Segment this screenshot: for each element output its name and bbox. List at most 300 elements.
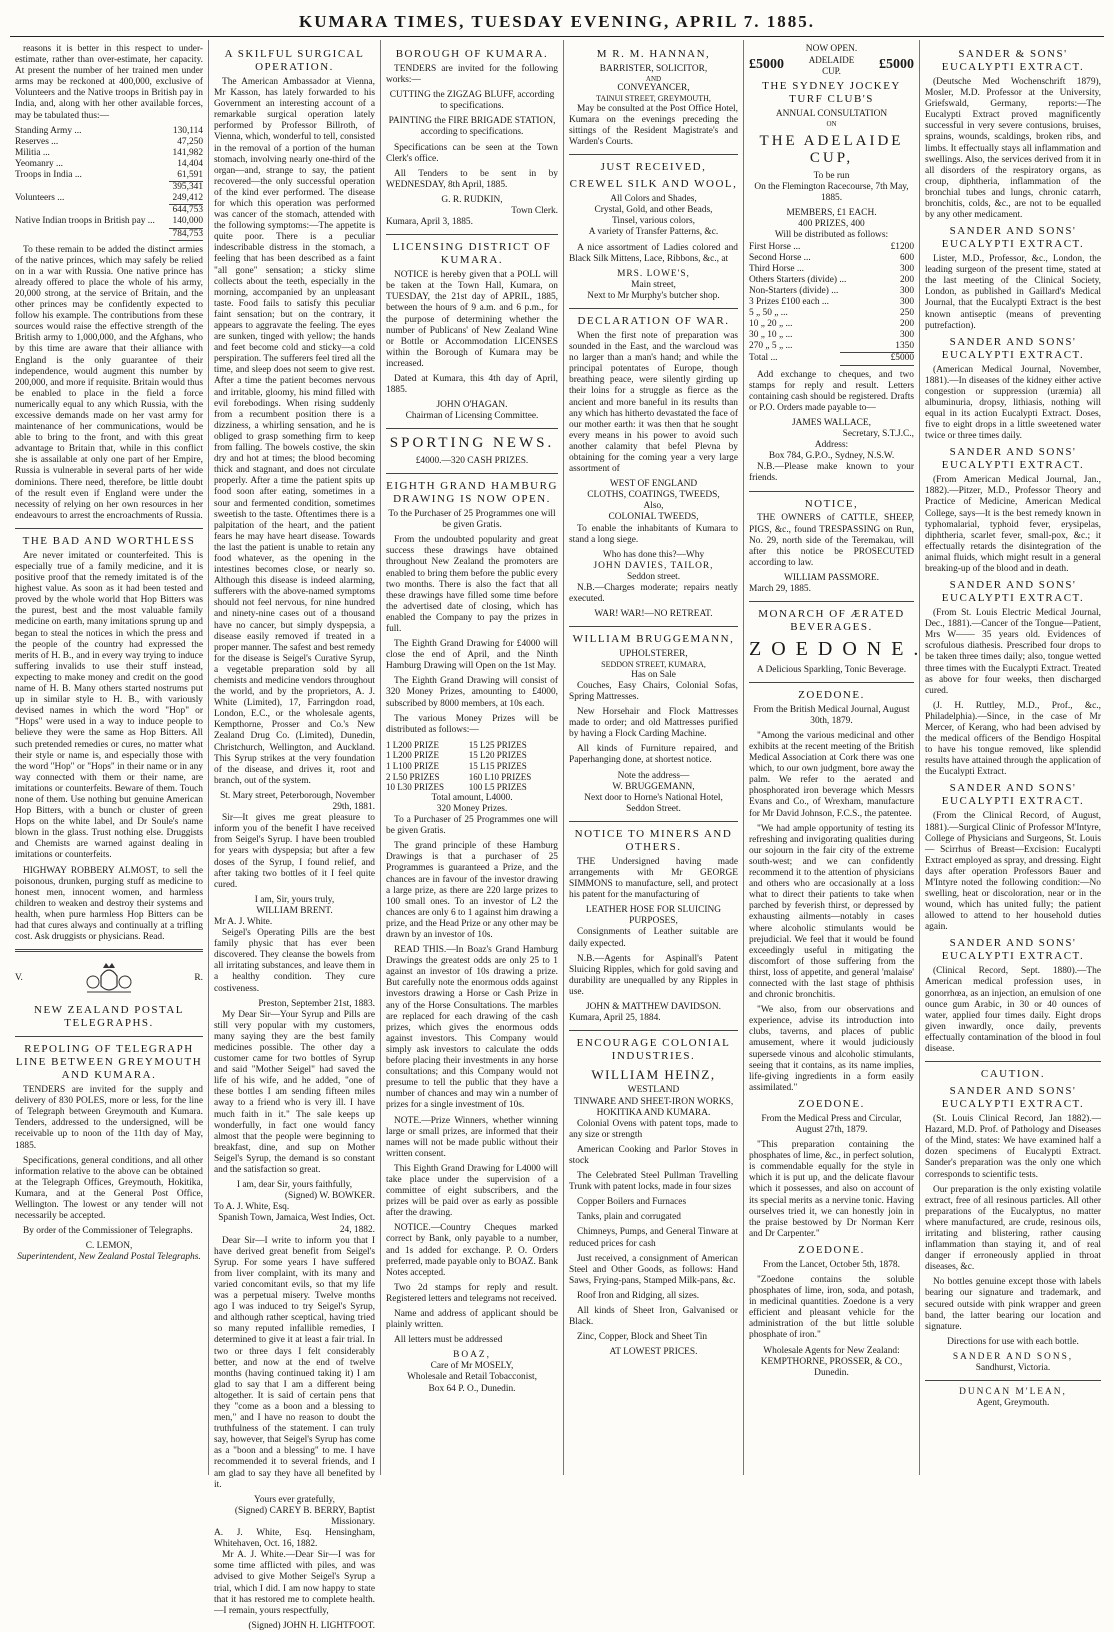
prize-row <box>386 772 558 783</box>
notice-item: CUTTING the ZIGZAG BLUFF, according to specifications. <box>389 90 555 112</box>
advert-heading: CREWEL SILK AND WOOL, <box>569 178 738 191</box>
article-text: The American Ambassador at Vienna, Mr Kasson, has lately forwarded to his Government an interesting account of a remarkable surgical operation lately performed by Professor Billroth, of Vienna, which, wonderful to tell, consisted in the removal of a portion of the human stomach, involving nearly one-third of the organ—and, strange to say, the patient recovered—the only successful operation of the kind ever performed. The disease for which this operation was performed was cancer of the stomach, attended with the following symptoms:—The appetite is quite poor. There is a peculiar indescribable distress in the stomach, a feeling that has been described as a faint "all gone" sensation; a sticky slime collects about the teeth, especially in the morning, accompanied by an unpleasant taste. Food fails to satisfy this peculiar faint sensation; but on the contrary, it appears to aggravate the feeling. The eyes are sunken, tinged with yellow; the hands and feet become cold and sticky—a cold perspiration. The sufferers feel tired all the time, and sleep does not seem to give rest. After a time the patient becomes nervous and irritable, gloomy, his mind filled with evil forebodings. When rising suddenly from a recumbent position there is a dizziness, a whirling sensation, and he is obliged to grasp something firm to keep from falling. The bowels costive, the skin dry and hot at times; the blood becoming thick and stagnant, and does not circulate properly. After a time the patient spits up food soon after eating, sometimes in a sour and fermented condition, sometimes sweetish to the taste. Oftentimes there is a palpitation of the heart, and the patient fears he may have heart disease. Towards the last the patient is unable to retain any food whatever, as the opening in the intestines becomes close, or nearly so. Although this disease is indeed alarming, sufferers with the above-named symptoms should not feel nervous, for nine hundred and ninety-nine cases out of a thousand have no cancer, but simply dyspepsia, a disease easily removed if treated in a proper manner. The safest and best remedy for the disease is Seigel's Curative Syrup, a vegetable preparation sold by all chemists and medicine vendors throughout the world, and by the proprietors, A. J. White (Limited), 17, Farringdon road, London, E.C., or the wholesale agents, Kempthorne, Prosser and Co.'s New Zealand Drug Co. (Limited), Dunedin, Christchurch, Wellington, and Auckland. This Syrup strikes at the very foundation of the disease, and drives it, root and branch, out of the system. <box>214 76 375 786</box>
advert-line: MEMBERS, £1 EACH. <box>786 208 877 219</box>
advert-source: From the Medical Press and Circular, August 27th, 1879. <box>761 1113 902 1135</box>
advert-line: Address: <box>814 440 849 451</box>
letter-place: St. Mary street, Peterborough, November 29th, 1881. <box>220 790 375 813</box>
cup-prize-row-label: 3 Prizes £100 each ... <box>749 297 829 307</box>
army-row-label: Militia ... <box>15 147 50 158</box>
advert-heading: SANDER AND SONS' EUCALYPTI EXTRACT. <box>941 579 1085 605</box>
advert-text: "Among the various medicinal and other exhibits at the recent meeting of the British Medical Association at Cork there was one which, to our own judgment, bore away the palm. We refer to the aerated and phosphorated iron beverage which Messrs Evans and Co., of Wrexham, manufacture for Mr David Johnson, F.C.S., the patentee. <box>749 730 914 819</box>
signature-name: C. LEMON, <box>85 1241 133 1252</box>
advert-source: From the British Medical Journal, August 30th, 1879. <box>753 704 910 726</box>
letter-close: Yours ever gratefully, <box>254 1494 335 1505</box>
advert-text: (From the Clinical Record, of August, 1881).—Surgical Clinic of Professor M'Intyre, College of Physicians and Surgeons, St. Louis — Scirrhus of Breast—Excision: Eucalypti Extract employed as spray, and dressing. Eight days after operation Professors Bauer and M'Intyre noted the following condition:—No swelling, heat or discoloration, near or in the wound, which has united fully; the patient allowed to attend to her household duties again. <box>925 811 1101 933</box>
advert-text: Chimneys, Pumps, and General Tinware at reduced prices for cash <box>569 1227 738 1249</box>
crest-letter-v: V. <box>15 972 23 983</box>
advert-text: (American Medical Journal, November, 1881).—In diseases of the kidney either active congestion or suppression (uræmia) all albuminuria, dropsy, lithiasis, nothing will equal in its action Eucalypti Extract. Doses, five to eight drops in a little sweetened water twice or three times daily. <box>925 364 1101 442</box>
section-heading: LICENSING DISTRICT OF KUMARA. <box>392 241 552 267</box>
cup-prize-row-label: 30 „ 10 „ ... <box>749 330 793 341</box>
advert-address: TAINUI STREET, GREYMOUTH, <box>596 94 711 104</box>
letter-text: Seigel's Operating Pills are the best family physic that has ever been discovered. They cleanse the bowels from all irritating substances, and leave them in a healthy condition. They cure costiveness. <box>214 928 375 994</box>
army-row <box>15 170 203 181</box>
cup-prize-row <box>749 319 914 330</box>
prize-row <box>386 782 558 793</box>
divider <box>925 1380 1101 1381</box>
divider <box>569 1030 738 1031</box>
advert-text: Add exchange to cheques, and two stamps for reply and result. Letters containing cash should be registered. Drafts or P.O. Orders made payable to— <box>749 369 914 413</box>
notice-text: This Eighth Grand Drawing for L4000 will take place under the supervision of a committee of eight subscribers, and the prizes will be paid over as early as possible after the drawing. <box>386 1163 558 1219</box>
section-heading: REPOLING OF TELEGRAPH LINE BETWEEN GREYMOUTH AND KUMARA. <box>15 1043 203 1082</box>
advert-text: New Horsehair and Flock Mattresses made to order; and old Mattresses purified by having a Flock Carding Machine. <box>569 707 738 740</box>
advert-text: (Deutsche Med Wochenschrift 1879), Mosler, M.D. Professor at the University, Griefswald, Germany, reports:—The Eucalypti Extract proved magnificently successful in very severe contusions, bruises, sprains, wounds, scaldings, broken ribs, and limbs. It effectually stays all inflammation and swellings. Also, the services derived from it in all disorders of the respiratory organs, as croup, diphtheria, inflammation of the bronchial tubes and lungs, chronic catarrh, bronchitis, colds, &c., are not to be equalled by any other medicament. <box>925 76 1101 221</box>
cup-prize-row <box>749 297 914 308</box>
signature-title: Chairman of Licensing Committee. <box>405 411 539 422</box>
advertiser-box: Box 64 P. O., Dunedin. <box>428 1383 516 1394</box>
advert-text: (Clinical Record, Sept. 1880).—The American medical profession uses, in gonorrhœa, as an injection, an emulsion of one ounce gum Arabic, in 30 or 40 ounces of water, applied four times daily. Eight drops given inwardly, once daily, prevents effectually contamination of the blood in foul disease. <box>925 966 1101 1055</box>
article-text: To these remain to be added the distinct armies of the native princes, which may safely be relied on in a war with Russia. One native prince has already offered to place the whole of his army, 20,000 strong, at the service of Britain, and the other princes may be confidently expected to follow his example. The contributions from these sources would raise the effective strength of the British army to 1,000,000, and the Afghans, who by this time are aware that their alliance with England is the only guarantee of their independence, would augment this number by 200,000, and more if requisite. Britain would thus be enabled to place in the field a force numerically equal to any which Russia, with the excessive demands made on her vast army for maintenance of her communications, would be able to bring to the front, and with this great advantage to Britain that, while in this conflict she is assailable at only one part of her Empire, Russia is vulnerable in several parts of her wide dominions. There need, therefore, be little doubt of the result even if England were under the necessity of relying on her own resources in her endeavours to arrest the encroachments of Russia. <box>15 244 203 521</box>
grand-total-value: 784,753 <box>169 228 203 240</box>
letter-recipient: Mr A. J. White. <box>214 916 273 927</box>
advert-subheading: HOKITIKA AND KUMARA. <box>596 1107 711 1118</box>
advert-text: To enable the inhabitants of Kumara to stand a long siege. <box>569 523 738 545</box>
cup-total-value: £5000 <box>840 353 914 365</box>
cup-prize-row-value: 300 <box>899 330 914 341</box>
cup-prize-row-value: 250 <box>899 308 914 319</box>
advert-line: LEATHER HOSE FOR SLUICING PURPOSES, <box>585 905 722 927</box>
advert-text: All kinds of Sheet Iron, Galvanised or Black. <box>569 1306 738 1328</box>
article-text: reasons it is better in this respect to under-estimate, rather than over-estimate, her capacity. At present the number of her trained men under arms may be reckoned at 400,000, exclusive of Volunteers and the Native troops in British pay in India, and, along with her other available forces, may be tabulated thus:— <box>15 44 203 121</box>
notice-item: PAINTING the FIRE BRIGADE STATION, according to specifications. <box>388 116 556 138</box>
masthead: KUMARA TIMES, TUESDAY EVENING, APRIL 7. 1885. <box>298 12 816 31</box>
divider <box>15 1036 203 1037</box>
cup-amount-left: £5000 <box>749 57 784 73</box>
notice-text: The various Money Prizes will be distributed as follows:— <box>386 713 558 735</box>
army-totals <box>15 181 203 240</box>
advert-line: 400 PRIZES, 400 <box>798 219 865 230</box>
notice-text: Specifications can be seen at the Town Clerk's office. <box>386 142 558 164</box>
army-table <box>15 126 203 181</box>
advert-text: All kinds of Furniture repaired, and Paperhanging done, at shortest notice. <box>569 744 738 766</box>
notice-text: NOTE.—Prize Winners, whether winning large or small prizes, are informed that their names will not be made public without their written consent. <box>386 1115 558 1159</box>
advert-text: "We had ample opportunity of testing its refreshing and invigorating qualities during our sojourn in the fair city of the extreme south-west; and we can confidently recommend it to the attention of physicians and others who are occasionally at a loss what to direct their patients to take when parched by feverish thirst, or depressed by exhausting ailments—notably in cases where alcoholic stimulants would be prejudicial. We feel that it would be found exceedingly useful in mitigating the discomfort of those suffering from the thirst, loss of appetite, and general 'malaise' connected with the last stage of phthisis and chronic bronchitis. <box>749 823 914 1001</box>
divider <box>386 428 558 429</box>
advert-line: Will be distributed as follows: <box>774 230 889 241</box>
article-text: Are never imitated or counterfeited. This is especially true of a family medicine, and it is positive proof that the remedy imitated is of the highest value. As soon as it had been tested and proved by the whole world that Hop Bitters was the purest, best and the most valuable family medicine on earth, many imitations sprung up and began to steal the notices in which the press and the people of the country had expressed the merits of H. B., and in every way trying to induce suffering invalids to use their stuff instead, expecting to make money and credit on the good name of H. B. Many others started nostrums put up in similar style to H. B., with variously devised names in which the word "Hop" or "Hops" were used in a way to induce people to believe they were the same as Hop Bitters. All such pretended remedies or cures, no matter what their style or name is, and especially those with the word "Hop" or "Hops" in their name or in any way connected with them or their name, are imitations or counterfeits. Beware of them. Touch none of them. Use nothing but genuine American Hop Bitters, with a bunch or cluster of green Hops on the white label, and Dr Soule's name blown in the glass. Trust nothing else. Druggists and Chemists are warned against dealing in imitations or counterfeits. <box>15 550 203 861</box>
native-value: 140,000 <box>172 216 203 227</box>
advert-heading: WILLIAM BRUGGEMANN, <box>572 633 735 646</box>
cup-prize-row-label: 270 „ 5 „ ... <box>749 341 793 352</box>
subheading: £4000.—320 CASH PRIZES. <box>415 456 529 467</box>
advert-line: Dunedin. <box>814 1367 849 1378</box>
advertiser-title: Secretary, S.T.J.C., <box>842 429 914 440</box>
advert-line: Has on Sale <box>631 669 676 680</box>
letter-signature: (Signed) CAREY B. BERRY, Baptist Missionary. <box>234 1505 375 1527</box>
prize-cell: 1 L200 PRIZE <box>386 739 439 750</box>
notice-date: Kumara, April 3, 1885. <box>386 217 473 228</box>
advert-heading: ENCOURAGE COLONIAL INDUSTRIES. <box>576 1037 731 1063</box>
advert-text: Colonial Ovens with patent tops, made to any size or strength <box>569 1118 738 1140</box>
advert-heading: WILLIAM HEINZ, <box>591 1067 716 1083</box>
advert-line: Seddon street. <box>626 571 681 582</box>
total-value: 644,753 <box>169 205 203 217</box>
advert-line: All Colors and Shades, <box>610 194 697 205</box>
advert-text: Roof Iron and Ridging, all sizes. <box>577 1290 700 1301</box>
advert-source: From the Lancet, October 5th, 1878. <box>763 1259 900 1270</box>
letter-recipient: To A. J. White, Esq. <box>214 1202 290 1213</box>
prize-cell: 1 L100 PRIZE <box>386 761 439 772</box>
advert-heading: JUST RECEIVED, <box>600 161 707 174</box>
advert-text: "Zoedone contains the soluble phosphates of lime, iron, soda, and potash, in medicinal quantities. Zoedone is a very efficient and pleasant vehicle for the administration of the but little soluble phosphate of iron." <box>749 1274 914 1341</box>
advert-line: To be run <box>813 170 850 181</box>
advert-text: On the Flemington Racecourse, 7th May, 1885. <box>754 182 909 204</box>
advert-text: A nice assortment of Ladies colored and Black Silk Mittens, Lace, Ribbons, &c., at <box>569 242 738 264</box>
cup-prize-row-value: 600 <box>899 252 914 263</box>
cup-prize-row-label: 10 „ 20 „ ... <box>749 319 793 330</box>
cup-prize-row <box>749 341 914 352</box>
army-row-label: Reserves ... <box>15 136 59 147</box>
notice-date: Dated at Kumara, this 4th day of April, 1885. <box>386 373 558 396</box>
cup-prize-row <box>749 242 914 253</box>
letter-text: Dear Sir—I write to inform you that I have derived great benefit from Seigel's Syrup. For some years I have suffered from liver complaint, with its many and varied concomitant evils, so that my life was a perpetual misery. Twelve months ago I was induced to try Seigel's Syrup, and although rather sceptical, having tried so many reputed infallible remedies, I determined to give it at least a fair trial. In two or three days I felt considerably better, and now at the end of twelve months (having continued taking it) I am glad to say that I am a different being altogether. It is said of certain pens that they "come as a boon and a blessing to men," and I have no reason to doubt the truthfulness of the statement. I can truly say, however, that Seigel's Syrup has come as a "boon and a blessing" to me. I have recommended it to several friends, and I am glad to say they have all benefited by it. <box>214 1235 375 1490</box>
advert-line: ANNUAL CONSULTATION <box>775 109 888 120</box>
army-row-label: Standing Army ... <box>15 125 82 136</box>
advert-heading: MONARCH OF ÆRATED BEVERAGES. <box>758 608 905 634</box>
prize-table <box>386 740 558 793</box>
advertiser-name: JOHN & MATTHEW DAVIDSON. <box>585 1002 722 1012</box>
advertiser-name: W. BRUGGEMANN, <box>612 781 695 792</box>
advert-heading: NOTICE, <box>804 497 859 510</box>
advert-line: Also, <box>643 501 664 512</box>
advertiser-name: KEMPTHORNE, PROSSER, & CO., <box>760 1356 903 1367</box>
prize-cell: 10 L30 PRIZES <box>386 782 445 793</box>
notice-text: To a Purchaser of 25 Programmes one will be given Gratis. <box>386 815 558 837</box>
prize-row <box>386 750 558 761</box>
cup-prize-row <box>749 286 914 297</box>
divider <box>569 626 738 627</box>
advert-line: Tinsel, various colors, <box>612 216 695 227</box>
cup-prize-row-value: 200 <box>899 319 914 330</box>
prize-cell: 1 L200 PRIZE <box>386 750 439 761</box>
divider <box>15 949 203 952</box>
letter-text: Mr A. J. White.—Dear Sir—I was for some time afflicted with piles, and was advised to give Mother Seigel's Syrup a trial, which I did. I am now happy to state that it has restored me to complete health.—I remain, yours respectfully, <box>214 1550 375 1616</box>
prize-count: 320 Money Prizes. <box>436 803 508 814</box>
advert-line: AT LOWEST PRICES. <box>609 1347 698 1358</box>
cup-prize-row-label: Second Horse ... <box>749 252 811 263</box>
advert-heading: SANDER AND SONS' EUCALYPTI EXTRACT. <box>941 782 1085 808</box>
notice-text: Name and address of applicant should be plainly written. <box>386 1309 558 1331</box>
advert-text: THE OWNERS of CATTLE, SHEEP, PIGS, &c., found TRESPASSING on Run, No. 29, north side of the Teremakau, will after this notice be PROSECUTED according to law. <box>749 513 914 568</box>
column-2 <box>209 40 381 1631</box>
column-6 <box>920 40 1106 1475</box>
cup-prize-row-label: Non-Starters (divide) ... <box>749 285 839 296</box>
notice-text: READ THIS.—In Boaz's Grand Hamburg Drawings the greatest odds are only 25 to 1 against an investor of 10s drawing a prize. But carefully note the enormous odds against investors drawing a Horse or Cash Prize in any of the Horse Consultations. The marbles are replaced for each drawing of the cash prizes, which gives the enormous odds against investors. This Company would simply ask investors to calculate the odds before placing their investments in any horse consultations; and this Company would not presume to tell the public that they have a number of chances and may win a number of prizes for a single investment of 10s. <box>386 945 558 1111</box>
cup-prize-row <box>749 253 914 264</box>
letter-close: I am, Sir, yours truly, <box>254 894 335 905</box>
advert-address: SEDDON STREET, KUMARA, <box>601 660 706 670</box>
divider <box>15 528 203 529</box>
advert-text: Tanks, plain and corrugated <box>577 1212 681 1223</box>
signature-name: JOHN O'HAGAN. <box>436 400 508 411</box>
letter-place: A. J. White, Esq. Hensingham, Whitehaven, Oct. 16, 1882. <box>214 1528 375 1550</box>
advert-text: "We also, from our observations and experience, advise its introduction into clubs, taverns, and places of public amusement, where it would judiciously supersede vinous and alcoholic stimulants, seeing that it contains, as its name implies, life-giving ingredients in a form easily assimilated." <box>749 1005 914 1093</box>
advert-text: THE Undersigned having made arrangements with Mr GEORGE SIMMONS to manufacture, sell, and protect his patent for the manufacturing of <box>569 856 738 901</box>
cup-prize-row <box>749 330 914 341</box>
advert-line: A variety of Transfer Patterns, &c. <box>588 227 719 238</box>
letter-signature: (Signed) JOHN H. LIGHTFOOT. <box>248 1620 375 1631</box>
crest-letter-r: R. <box>194 972 203 983</box>
cup-banner <box>749 55 914 76</box>
prize-cell: 15 L25 PRIZES <box>468 739 527 750</box>
advert-heading: SANDER AND SONS' EUCALYPTI EXTRACT. <box>941 1085 1085 1111</box>
letter-place: Spanish Town, Jamaica, West Indies, Oct. 24, 1882. <box>218 1213 375 1235</box>
volunteers-label: Volunteers ... <box>15 193 65 204</box>
letter-text: My Dear Sir—Your Syrup and Pills are still very popular with my customers, many saying they are the best family medicines possible. The other day a customer came for two bottles of Syrup and said "Mother Seigel" had saved the life of his wife, and he added, "one of these bottles I am sending fifteen miles away to a friend who is very ill. I have much faith in it." The sale keeps up wonderfully, in fact one would fancy almost that the people were beginning to breakfast, dine, and sup on Mother Seigel's Syrup, the demand is so constant and the satisfaction so great. <box>214 1009 375 1176</box>
divider <box>749 491 914 492</box>
advert-and: AND <box>645 75 662 84</box>
notice-text: The grand principle of these Hamburg Drawings is that a purchaser of 25 Programmes is guaranteed a Prize, and the chances are in favour of the investor drawing a large prize, as there are 220 large prizes to 100 small ones. To an investor of L2 the chances are only 6 to 1 against him drawing a prize, and the Head Prize or any other may be drawn by an investor of 10s. <box>386 841 558 941</box>
advertiser-name: WILLIAM PASSMORE. <box>784 572 879 583</box>
advert-line: Note the address— <box>617 770 690 781</box>
cup-prize-row-value: 300 <box>899 285 914 296</box>
divider <box>569 821 738 822</box>
advert-heading: ZOEDONE. <box>798 688 865 701</box>
subtotal-value: 395,341 <box>169 182 203 194</box>
article-text: Specifications, general conditions, and all other information relative to the above can be obtained at the Telegraph Offices, Greymouth, Hokitika, Kumara, and at the General Post Office, Wellington. The lowest or any tender will not necessarily be accepted. <box>15 1155 203 1222</box>
advert-line: Box 784, G.P.O., Sydney, N.S.W. <box>768 451 895 462</box>
advert-text: Zinc, Copper, Block and Sheet Tin <box>577 1332 708 1343</box>
advertiser-name: MRS. LOWE'S, <box>617 268 690 279</box>
letter-signature: WILLIAM BRENT. <box>256 905 333 916</box>
prize-total: Total amount, L4000. <box>431 792 513 803</box>
advert-date: Kumara, April 25, 1884. <box>569 1013 661 1024</box>
advert-text: May be consulted at the Post Office Hotel, Kumara on the evenings preceding the sittings of the Resident Magistrate's and Warden's Courts. <box>569 103 738 148</box>
column-1 <box>10 40 209 1475</box>
section-heading: A SKILFUL SURGICAL OPERATION. <box>224 48 365 73</box>
letter-signature: (Signed) W. BOWKER. <box>284 1191 375 1202</box>
divider <box>925 1061 1101 1062</box>
advert-subheading: WESTLAND <box>627 1085 680 1096</box>
advert-heading: SANDER AND SONS' EUCALYPTI EXTRACT. <box>941 335 1085 361</box>
advert-text: When the first note of preparation was sounded in the East, and the warcloud was no larger than a man's hand; and while the principal potentates of Europe, though breathing peace, were silently girding up their loins for a struggle as fierce as the ancient and more baneful in its results than any which has hitherto devastated the face of our mother earth: it was then that he sought every means in his power to avoid such another calamity that befel Plevna by obtaining for the coming year a very large assortment of <box>569 330 738 475</box>
advert-heading: SANDER AND SONS' EUCALYPTI EXTRACT. <box>941 937 1085 963</box>
prize-cell: 100 L5 PRIZES <box>468 782 527 793</box>
advertiser-name: JOHN DAVIES, TAILOR, <box>593 560 714 571</box>
advert-text: (J. H. Ruttley, M.D., Prof., &c., Philadelphia).—Since, in the case of Mr Mercer, of Kerang, who had been advised by the medical officers of the Bendigo Hospital to have his tongue removed, like splendid results have attained through the application of the Eucalypti Extract. <box>925 700 1101 778</box>
cup-prize-row-label: Others Starters (divide) ... <box>749 274 847 285</box>
advert-line: Next to Mr Murphy's butcher shop. <box>587 290 720 301</box>
army-row-value: 141,982 <box>172 147 203 158</box>
advert-text: American Cooking and Parlor Stoves in stock <box>569 1144 738 1167</box>
army-row-label: Troops in India ... <box>15 170 82 181</box>
notice-text: The Eighth Grand Drawing for £4000 will close the end of April, and the Ninth Hamburg Drawing will Open on the 1st May. <box>386 639 558 672</box>
advert-line: Main street, <box>631 279 676 290</box>
army-row-value: 14,404 <box>177 158 203 169</box>
advert-line: COLONIAL TWEEDS, <box>608 512 699 523</box>
cup-prize-row <box>749 275 914 286</box>
signature-title: Superintendent, New Zealand Postal Telegraphs. <box>17 1252 201 1263</box>
army-row-label: Yeomanry ... <box>15 158 64 169</box>
advert-line: Next door to Horne's National Hotel, Seddon Street. <box>584 792 723 814</box>
column-4 <box>564 40 744 1475</box>
army-row <box>15 148 203 159</box>
advertiser-name: JAMES WALLACE, <box>792 417 871 428</box>
masthead-rule <box>10 36 1104 37</box>
letter-close: I am, dear Sir, yours faithfully, <box>236 1180 353 1191</box>
advert-line: Wholesale Agents for New Zealand: <box>763 1345 900 1356</box>
army-row-value: 47,250 <box>177 136 203 147</box>
section-heading: THE BAD AND WORTHLESS <box>22 534 196 547</box>
advert-heading: CAUTION. <box>980 1068 1046 1081</box>
cup-prize-row-value: 1350 <box>895 341 914 352</box>
advert-subheading: UPHOLSTERER, <box>619 649 688 660</box>
advert-heading: ZOEDONE. <box>798 1097 865 1110</box>
divider <box>569 308 738 309</box>
cup-title <box>809 55 855 76</box>
cup-prize-row-label: Third Horse ... <box>749 263 804 274</box>
column-5 <box>744 40 929 1475</box>
advert-line: A Delicious Sparkling, Tonic Beverage. <box>756 664 907 675</box>
volunteers-value: 249,412 <box>172 193 203 204</box>
article-text: By order of the Commissioner of Telegraphs. <box>23 1226 193 1237</box>
advert-heading: ZOEDONE. <box>749 638 929 661</box>
cup-prize-row <box>749 264 914 275</box>
notice-text: All Tenders to be sent in by WEDNESDAY, 8th April, 1885. <box>386 168 558 190</box>
advert-text: The Celebrated Steel Pullman Travelling Trunk with patent locks, made in four sizes <box>569 1171 738 1193</box>
advert-line: Who has done this?—Why <box>602 549 705 560</box>
advert-line: ON <box>826 120 837 129</box>
advert-heading: SANDER AND SONS' EUCALYPTI EXTRACT. <box>941 446 1085 472</box>
cup-prize-row-label: First Horse ... <box>749 241 801 252</box>
advert-subheading: CONVEYANCER, <box>617 83 690 94</box>
advert-text: "This preparation containing the phosphates of lime, &c., in perfect solution, is commendable equally for the style in which it is put up, and the delicate flavour which it possesses, and also on account of its special merits as a nervine tonic. Having ourselves tried it, we can honestly join in the praise bestowed by Dr Norman Kerr and Dr Carpenter." <box>749 1140 914 1239</box>
cup-title-line2: CUP. <box>822 65 841 76</box>
cup-prize-row-value: 300 <box>899 263 914 274</box>
column-3 <box>381 40 564 1475</box>
advert-text: N.B.—Agents for Aspinall's Patent Sluicing Ripples, which for gold saving and durability are unequalled by any Ripples in use. <box>569 953 738 997</box>
cup-prize-row-label: 5 „ 50 „ ... <box>749 308 788 319</box>
advertiser-name: DUNCAN M'LEAN, <box>959 1387 1067 1398</box>
advert-text: (From American Medical Journal, Jan., 1882).—Pitzer, M.D., Professor Theory and Practice of Medicine, American Medical College, says—It is the best remedy known in typhomalarial, typhoid fever, erysipelas, diphtheria, scarlet fever, small-pox, &c.; it effectually retards the disintegration of the animal fluids, which might result in a general breaking-up of the blood and in death. <box>925 475 1101 575</box>
divider <box>386 234 558 235</box>
army-row <box>15 126 203 137</box>
crest-icon <box>79 958 139 998</box>
divider <box>569 154 738 155</box>
notice-text: NOTICE.—Country Cheques marked correct by Bank, only payable to a number, and 1s added for exchange. P. O. Orders preferred, made payable only to BOAZ. Bank Notes accepted. <box>386 1223 558 1278</box>
prize-cell: 160 L10 PRIZES <box>468 771 532 782</box>
advert-text: No bottles genuine except those with labels bearing our signature and trademark, and secured outside with pink wrapper and green band, the latter bearing our location and signature. <box>925 1277 1101 1332</box>
columns <box>10 40 1106 1631</box>
advert-line: Crystal, Gold, and other Beads, <box>594 205 713 216</box>
article-text: TENDERS are invited for the supply and delivery of 830 POLES, more or less, for the line of Telegraph between Greymouth and Kumara. Tenders, addressed to the undersigned, will be receivable up to noon of the 11th day of May, 1885. <box>15 1085 203 1151</box>
advert-text: Our preparation is the only existing volatile extract, free of all resinous particles. All other preparations of the Eucalyptus, no matter where manufactured, are crude, resinous oils, irritating and blistering, rather causing inflammation than staying it, and of real danger if erroneously applied in throat diseases, &c. <box>925 1184 1101 1273</box>
divider <box>386 473 558 474</box>
advert-line: CLOTHS, COATINGS, TWEEDS, <box>587 490 720 501</box>
advert-line: WAR! WAR!—NO RETREAT. <box>594 609 713 620</box>
advert-text: Copper Boilers and Furnaces <box>577 1197 687 1208</box>
notice-text: TENDERS are invited for the following works:— <box>386 63 558 86</box>
notice-text: All letters must be addressed <box>394 1335 503 1346</box>
advert-text: Lister, M.D., Professor, &c., London, the leading surgeon of the present time, stated at the last meeting of the Clinical Society, London, as published in Gaillard's Medical Journal, that the Eucalypti Extract is the best known antiseptic (means of preventing putrefaction). <box>925 254 1101 331</box>
advert-subheading: TINWARE AND SHEET-IRON WORKS, <box>573 1096 734 1107</box>
advert-text: Couches, Easy Chairs, Colonial Sofas, Spring Mattresses. <box>569 680 738 702</box>
letter-text: Sir—It gives me great pleasure to inform you of the benefit I have received from Seigel's Syrup. I have been troubled for years with dyspepsia; but after a few doses of the Syrup, I found relief, and after taking two bottles of it I feel quite cured. <box>214 813 375 890</box>
advert-text: N.B.—Please make known to your friends. <box>749 462 914 484</box>
divider <box>749 682 914 683</box>
section-heading: EIGHTH GRAND HAMBURG DRAWING IS NOW OPEN. <box>386 480 558 506</box>
advert-text: Consignments of Leather suitable are daily expected. <box>569 927 738 949</box>
prize-cell: 2 L50 PRIZES <box>386 771 440 782</box>
advertiser-name: BOAZ, <box>453 1350 491 1361</box>
notice-text: To the Purchaser of 25 Programmes one will be given Gratis. <box>388 509 556 531</box>
advert-heading: SANDER & SONS' EUCALYPTI EXTRACT. <box>941 48 1085 73</box>
army-row <box>15 159 203 170</box>
native-label: Native Indian troops in British pay ... <box>15 216 155 227</box>
advert-heading: SANDER AND SONS' EUCALYPTI EXTRACT. <box>941 225 1085 251</box>
advert-line: Agent, Greymouth. <box>976 1398 1050 1409</box>
divider <box>749 601 914 602</box>
section-heading: BOROUGH OF KUMARA. <box>395 48 549 60</box>
cup-prize-row <box>749 308 914 319</box>
article-text: HIGHWAY ROBBERY ALMOST, to sell the poisonous, drunken, purging stuff as medicine to honest men, innocent women, and harmless children to weaken and destroy their systems and health, when pure harmless Hop Bitters can be had that cures always and continually at a trifling cost. Ask druggists or physicians. Read. <box>15 865 203 943</box>
cup-title-line1: ADELAIDE <box>808 55 855 66</box>
advert-heading: NOTICE TO MINERS AND OTHERS. <box>574 827 733 853</box>
signature-title: Town Clerk. <box>511 206 558 216</box>
advertiser-care: Care of Mr MOSELY, <box>430 1361 514 1372</box>
prize-row <box>386 761 558 772</box>
advert-heading: THE SYDNEY JOCKEY TURF CLUB'S <box>762 80 901 106</box>
cup-total-label: Total ... <box>749 352 778 363</box>
cup-prize-row-value: 200 <box>899 274 914 285</box>
prize-row <box>386 740 558 751</box>
notice-text: From the undoubted popularity and great success these drawings have obtained throughout New Zealand the promoters are enabled to bring them before the public every two months. There is also the fact that all these drawings have filled some time before the advertised date of closing, which has enabled the Company to pay the prizes in full. <box>386 535 558 634</box>
advert-line: Sandhurst, Victoria. <box>975 1363 1051 1373</box>
signature-name: G. R. RUDKIN, <box>441 194 503 205</box>
advert-line: WEST OF ENGLAND <box>609 479 698 490</box>
section-heading: NEW ZEALAND POSTAL TELEGRAPHS. <box>34 1004 184 1030</box>
advert-subheading: BARRISTER, SOLICITOR, <box>599 63 708 74</box>
cup-prize-table <box>749 242 914 353</box>
prize-cell: 15 L15 PRIZES <box>468 761 527 772</box>
advert-heading: THE ADELAIDE CUP, <box>759 132 904 167</box>
advertiser-line: Wholesale and Retail Tobacconist, <box>407 1372 537 1383</box>
section-heading: SPORTING NEWS. <box>389 435 555 452</box>
advertiser-name: SANDER AND SONS, <box>952 1351 1074 1362</box>
army-row-value: 130,114 <box>172 125 203 136</box>
cup-prize-row-value: 300 <box>899 297 914 307</box>
army-row-value: 61,591 <box>177 170 203 181</box>
advert-text: Just received, a consignment of American Steel and Other Goods, as follows: Hand Saws, Frying-pans, Stamped Milk-pans, &c. <box>569 1253 738 1286</box>
advert-heading: NOW OPEN. <box>805 44 858 54</box>
advert-text: (From St. Louis Electric Medical Journal, Dec., 1881).—Cancer of the Tongue—Patient, Mrs W—— 35 years old. Evidences of scrofulous diathesis. Prescribed four drops to be taken three times daily; also, tongue wetted three times with the Eucalypti Extract. Treated as above for four weeks, then discharged cured. <box>925 608 1101 696</box>
advert-heading: M R. M. HANNAN, <box>596 48 711 60</box>
advert-heading: DECLARATION OF WAR. <box>577 315 730 327</box>
advert-date: March 29, 1885. <box>749 584 811 595</box>
letter-place: Preston, September 21st, 1883. <box>258 998 375 1009</box>
advert-heading: ZOEDONE. <box>798 1243 865 1256</box>
army-row <box>15 137 203 148</box>
cup-amount-right: £5000 <box>879 57 914 73</box>
notice-text: The Eighth Grand Drawing will consist of 320 Money Prizes, amounting to £4000, subscribed by 8000 members, at 10s each. <box>386 676 558 709</box>
advert-text: (St. Louis Clinical Record, Jan 1882).—Hazard, M.D. Prof. of Pathology and Diseases of the Mind, states: We have examined half a dozen specimens of Eucalypti Extract. Sander's preparation was the only one which corresponds to scientific tests. <box>925 1114 1101 1180</box>
notice-text: NOTICE is hereby given that a POLL will be taken at the Town Hall, Kumara, on TUESDAY, the 21st day of APRIL, 1885, between the hours of 9 a.m. and 6 p.m., for the purpose of determining whether the number of Publicans' of New Zealand Wine or Bottle or Accommodation LICENSES within the Borough of Kumara may be increased. <box>386 270 558 369</box>
notice-text: Two 2d stamps for reply and result. Registered letters and telegrams not received. <box>386 1282 558 1304</box>
cup-total <box>749 352 914 365</box>
advert-text: Directions for use with each bottle. <box>947 1336 1079 1347</box>
advert-text: N.B.—Charges moderate; repairs neatly executed. <box>569 583 738 605</box>
prize-cell: 15 L20 PRIZES <box>468 750 527 761</box>
cup-prize-row-value: £1200 <box>890 241 914 252</box>
